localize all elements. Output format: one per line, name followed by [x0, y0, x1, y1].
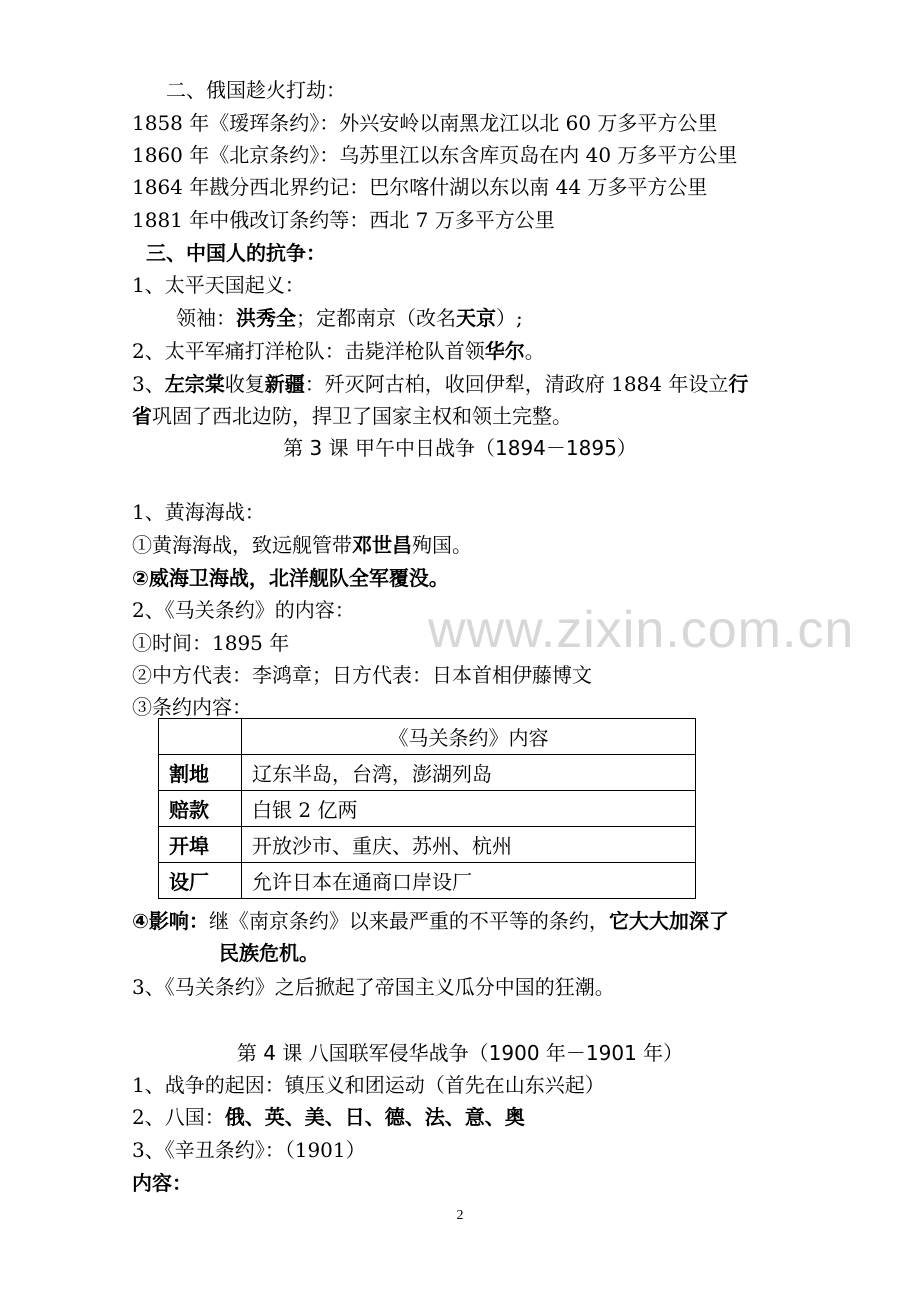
page-number: 2	[456, 1208, 464, 1223]
table-value: 允许日本在通商口岸设厂	[242, 863, 696, 899]
leader-name: 洪秀全	[236, 306, 296, 330]
table-header-empty	[159, 719, 242, 755]
resistance-item-1-title: 1、太平天国起义：	[132, 273, 305, 297]
capital-text: ；定都南京（改名	[296, 306, 456, 330]
treaty-aftermath: 3、《马关条约》之后掀起了帝国主义瓜分中国的狂潮。	[132, 975, 615, 999]
table-value: 白银 2 亿两	[242, 791, 696, 827]
table-row	[159, 863, 696, 899]
resistance-item-2	[132, 338, 545, 364]
impact-label: ④影响：	[132, 909, 209, 933]
battle-1-end: 殉国。	[412, 533, 472, 557]
treaty-title: 2、《马关条约》的内容：	[132, 598, 355, 622]
section-heading-russia: 二、俄国趁火打劫：	[166, 78, 346, 102]
capital-new-name: 天京	[456, 306, 496, 330]
impact-line-1	[132, 908, 729, 934]
leader-label: 领袖：	[176, 306, 236, 330]
item-2-bold: 华尔	[484, 339, 525, 363]
russia-item-1: 1858 年《瑷珲条约》：外兴安岭以南黑龙江以北 60 万多平方公里	[132, 111, 718, 135]
item-3-line2-bold: 省	[132, 404, 152, 428]
boxer-protocol: 3、《辛丑条约》：（1901）	[132, 1138, 366, 1162]
item-3-bold-end: 行	[728, 372, 749, 396]
treaty-content-label: ③条约内容：	[132, 695, 252, 719]
capital-end: ）;	[496, 306, 523, 330]
table-key: 设厂	[159, 863, 242, 899]
table-row	[159, 791, 696, 827]
item-2-end: 。	[524, 339, 545, 363]
table-value: 开放沙市、重庆、苏州、杭州	[242, 827, 696, 863]
treaty-representatives: ②中方代表：李鸿章；日方代表：日本首相伊藤博文	[132, 663, 592, 687]
battle-1-text: ①黄海海战，致远舰管带	[132, 533, 352, 557]
item-3-prefix: 3、	[132, 372, 165, 396]
table-key: 赔款	[159, 791, 242, 827]
item-3-text: ：歼灭阿古柏，收回伊犁，清政府 1884 年设立	[304, 372, 729, 396]
table-key: 开埠	[159, 827, 242, 863]
table-value: 辽东半岛，台湾，澎湖列岛	[242, 755, 696, 791]
item-2-text: 2、太平军痛打洋枪队：击毙洋枪队首领	[132, 339, 485, 363]
impact-bold: 它大大加深了	[608, 909, 729, 933]
impact-text: 继《南京条约》以来最严重的不平等的条约，	[208, 909, 609, 933]
table-header: 《马关条约》内容	[242, 719, 696, 755]
russia-item-2: 1860 年《北京条约》：乌苏里江以东含库页岛在内 40 万多平方公里	[132, 143, 738, 167]
war-cause: 1、战争的起因：镇压义和团运动（首先在山东兴起）	[132, 1073, 605, 1097]
table-key: 割地	[159, 755, 242, 791]
battle-title: 1、黄海海战：	[132, 500, 265, 524]
russia-item-3: 1864 年戡分西北界约记：巴尔喀什湖以东以南 44 万多平方公里	[132, 175, 708, 199]
lesson-3-title: 第 3 课 甲午中日战争（1894－1895）	[283, 436, 637, 460]
battle-2: ②威海卫海战，北洋舰队全军覆没。	[132, 566, 449, 590]
shimonoseki-table	[158, 718, 696, 899]
section-heading-resistance: 三、中国人的抗争：	[146, 241, 326, 265]
table-header-row	[159, 719, 696, 755]
battle-1-bold: 邓世昌	[352, 533, 412, 557]
item-3-person: 左宗棠	[164, 372, 225, 396]
lesson-4-title: 第 4 课 八国联军侵华战争（1900 年－1901 年）	[236, 1041, 684, 1065]
resistance-item-3-line-2	[132, 403, 572, 429]
battle-1	[132, 532, 472, 558]
eight-nations-label: 2、八国：	[132, 1105, 225, 1129]
table-row	[159, 827, 696, 863]
resistance-item-1-detail	[176, 305, 523, 331]
eight-nations	[132, 1104, 525, 1130]
watermark: www.zixin.com.cn	[428, 601, 855, 659]
item-3-place: 新疆	[264, 372, 305, 396]
eight-nations-list: 俄、英、美、日、德、法、意、奥	[224, 1105, 525, 1129]
boxer-content-label: 内容：	[132, 1171, 192, 1195]
table-row	[159, 755, 696, 791]
treaty-time: ①时间：1895 年	[132, 631, 290, 655]
impact-line-2: 民族危机。	[219, 941, 319, 965]
item-3-line2: 巩固了西北边防，捍卫了国家主权和领土完整。	[152, 404, 572, 428]
resistance-item-3	[132, 371, 748, 397]
russia-item-4: 1881 年中俄改订条约等：西北 7 万多平方公里	[132, 208, 555, 232]
item-3-mid: 收复	[224, 372, 265, 396]
